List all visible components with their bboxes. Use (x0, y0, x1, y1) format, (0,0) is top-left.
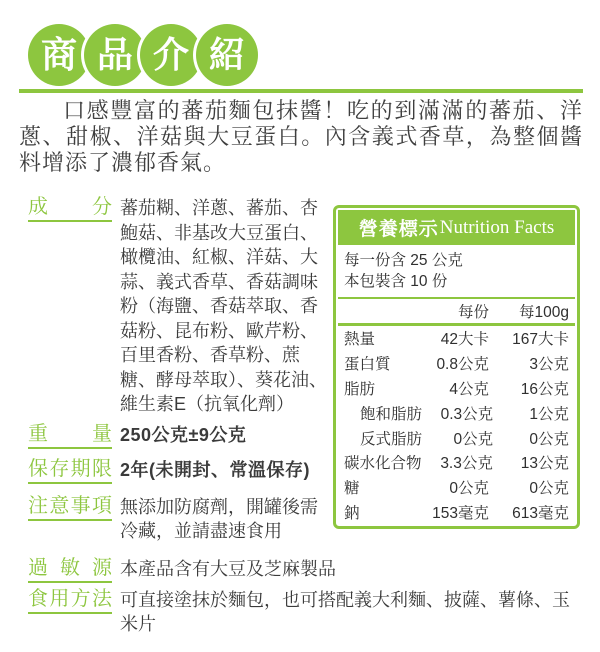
nutrition-column-headers (338, 299, 575, 323)
nutrient-name: 脂肪 (344, 380, 376, 398)
nutrition-facts-table (333, 205, 580, 529)
spec-label: 重量 (28, 423, 112, 449)
nutrition-title-en: Nutrition Facts (439, 216, 555, 238)
nutrient-per-100g: 613毫克 (512, 504, 569, 522)
nutrient-per-serving: 4公克 (449, 380, 489, 398)
per-serving-header: 每份 (457, 304, 489, 321)
nutrient-per-serving: 42大卡 (440, 331, 489, 349)
nutrient-per-serving: 0.3公克 (440, 405, 494, 423)
spec-value: 蕃茄糊、洋蔥、蕃茄、杏鮑菇、非基改大豆蛋白、橄欖油、紅椒、洋菇、大蒜、義式香草、香菇調味粉（海鹽、香菇萃取、香菇粉、昆布粉、歐芹粉、百里香粉、香草粉、蔗糖、酵母萃取）、葵花油、維生素E（抗氧化劑） (120, 198, 327, 414)
spec-label: 注意事項 (28, 495, 112, 521)
nutrient-name: 熱量 (344, 331, 376, 349)
title-circle: 介 (140, 24, 202, 86)
nutrient-name: 蛋白質 (344, 356, 391, 374)
spec-label: 食用方法 (28, 588, 112, 614)
nutrition-title-zh: 營養標示 (358, 219, 439, 240)
nutrient-per-100g: 1公克 (529, 405, 569, 423)
nutrient-per-serving: 0.8公克 (436, 356, 489, 374)
nutrient-per-serving: 0公克 (453, 430, 494, 448)
nutrient-name: 飽和脂肪 (360, 405, 423, 423)
servings-per-pack-line: 本包裝含 10 份 (344, 273, 448, 290)
page-title (28, 24, 600, 86)
nutrient-name: 碳水化合物 (344, 455, 422, 473)
nutrient-per-serving: 153毫克 (432, 504, 489, 522)
nutrition-row (338, 326, 575, 351)
spec-value: 可直接塗抹於麵包，也可搭配義大利麵、披薩、薯條、玉米片 (120, 589, 570, 634)
title-divider (19, 89, 583, 93)
title-circle: 品 (84, 24, 146, 86)
nutrition-row (338, 351, 575, 376)
nutrition-row (338, 376, 575, 401)
spec-row (28, 557, 600, 583)
product-description: 口感豐富的蕃茄麵包抹醬！吃的到滿滿的蕃茄、洋蔥、甜椒、洋菇與大豆蛋白。內含義式香草，為整個醬料增添了濃郁香氣。 (19, 98, 583, 175)
nutrition-row (338, 425, 575, 450)
nutrient-per-100g: 0公克 (529, 430, 569, 448)
nutrient-per-100g: 16公克 (520, 380, 569, 398)
nutrient-name: 糖 (344, 480, 360, 498)
nutrition-row (338, 500, 575, 525)
spec-value: 2年(未開封、常溫保存) (120, 459, 310, 480)
nutrient-name: 反式脂肪 (360, 430, 423, 448)
spec-label: 保存期限 (28, 458, 112, 484)
nutrition-rows (338, 326, 575, 524)
nutrient-per-serving: 3.3公克 (440, 455, 493, 473)
title-circle: 紹 (196, 24, 258, 86)
spec-label: 過敏源 (28, 557, 112, 583)
nutrition-row (338, 400, 575, 425)
nutrient-per-100g: 3公克 (529, 356, 569, 374)
nutrient-per-100g: 167大卡 (512, 331, 569, 349)
per-100g-header: 每100g (519, 304, 569, 321)
nutrient-per-100g: 0公克 (529, 480, 569, 498)
spec-row (28, 588, 600, 637)
title-circle: 商 (28, 24, 90, 86)
spec-label: 成分 (28, 196, 112, 222)
spec-value: 無添加防腐劑，開罐後需冷藏，並請盡速食用 (120, 496, 318, 541)
nutrient-per-100g: 13公克 (520, 455, 569, 473)
serving-size-line: 每一份含 25 公克 (344, 252, 463, 269)
serving-info (338, 245, 575, 295)
nutrition-row (338, 475, 575, 500)
nutrition-row (338, 450, 575, 475)
spec-value: 本產品含有大豆及芝麻製品 (120, 558, 336, 579)
nutrient-name: 鈉 (344, 504, 360, 522)
nutrition-title (338, 210, 575, 245)
spec-value: 250公克±9公克 (120, 424, 247, 445)
nutrient-per-serving: 0公克 (449, 480, 489, 498)
